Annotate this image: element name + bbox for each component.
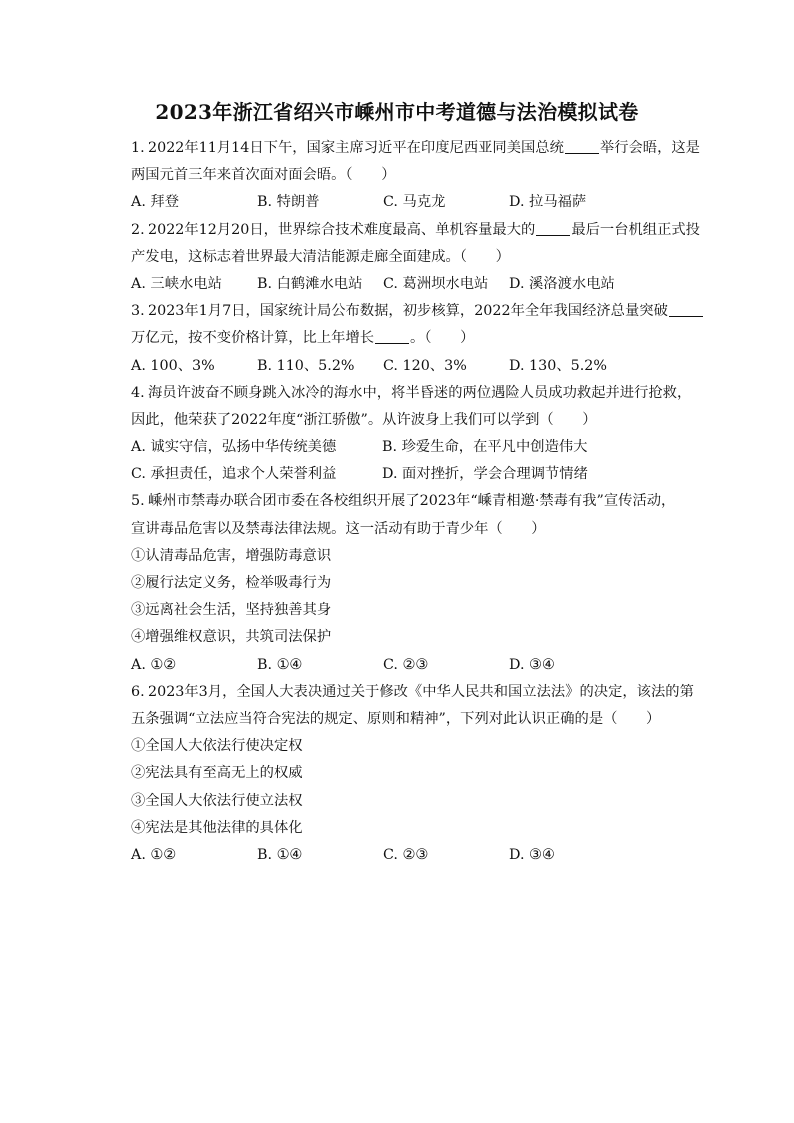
question-number: 3. <box>131 303 145 320</box>
stem-text: 五条强调“立法应当符合宪法的规定、原则和精神”，下列对此认识正确的是（ ） <box>131 710 661 727</box>
question-stem-line <box>131 679 694 706</box>
option-a[interactable]: A. 三峡水电站 <box>131 275 222 292</box>
option-b[interactable]: B. 珍爱生命，在平凡中创造伟大 <box>382 439 588 456</box>
option-row <box>131 271 691 298</box>
stem-text: 2023年1月7日，国家统计局公布数据，初步核算，2022年全年我国经济总量突破 <box>148 303 668 320</box>
stem-text: 举行会晤，这是 <box>599 140 700 156</box>
option-c[interactable]: C. 承担责任，追求个人荣誉利益 <box>131 466 337 483</box>
option-row <box>131 189 691 216</box>
option-a[interactable]: A. 诚实守信，弘扬中华传统美德 <box>131 439 337 456</box>
answer-blank <box>565 139 599 154</box>
answer-blank <box>669 302 703 317</box>
question-number: 1. <box>131 140 145 156</box>
question-number: 4. <box>131 384 145 401</box>
stem-text: 。（ ） <box>410 330 475 347</box>
question-stem-line <box>131 488 691 515</box>
stem-text: 最后一台机组正式投 <box>571 221 700 238</box>
statement-item: ①全国人大依法行使决定权 <box>131 738 303 755</box>
option-c[interactable]: C. 葛洲坝水电站 <box>383 275 489 292</box>
question-number: 2. <box>131 221 145 238</box>
answer-blank <box>375 329 409 344</box>
statement-item: ④宪法是其他法律的具体化 <box>131 819 303 836</box>
question-stem-line <box>131 217 700 244</box>
option-b[interactable]: B. 白鹤滩水电站 <box>257 275 363 292</box>
option-b[interactable]: B. 110、5.2% <box>257 357 355 374</box>
question-stem-line <box>131 298 691 325</box>
option-d[interactable]: D. 面对挫折，学会合理调节情绪 <box>382 466 588 483</box>
question-1 <box>131 135 700 217</box>
option-row <box>131 842 691 869</box>
stem-text: 两国元首三年来首次面对面会晤。（ ） <box>131 167 396 184</box>
statement-item: ①认清毒品危害，增强防毒意识 <box>131 547 332 564</box>
statement-item: ③远离社会生活，坚持独善其身 <box>131 602 332 619</box>
option-d[interactable]: D. ③④ <box>509 656 555 673</box>
answer-blank <box>536 221 570 236</box>
question-4 <box>131 380 691 489</box>
option-b[interactable]: B. 特朗普 <box>257 194 320 211</box>
option-c[interactable]: C. 120、3% <box>383 357 467 374</box>
stem-text: 宣讲毒品危害以及禁毒法律法规。这一活动有助于青少年（ ） <box>131 520 546 537</box>
question-stem-line <box>131 244 691 271</box>
statement-item: ④增强维权意识，共筑司法保护 <box>131 629 332 646</box>
question-5 <box>131 488 691 678</box>
option-a[interactable]: A. 100、3% <box>131 357 215 374</box>
question-number: 6. <box>131 683 145 700</box>
question-6 <box>131 679 694 869</box>
option-a[interactable]: A. ①② <box>131 846 177 863</box>
option-row <box>131 461 691 488</box>
statement-item: ②履行法定义务，检举吸毒行为 <box>131 575 332 591</box>
page-title: 2023年浙江省绍兴市嵊州市中考道德与法治模拟试卷 <box>155 100 639 124</box>
question-3 <box>131 298 691 380</box>
question-stem-line <box>131 407 691 434</box>
question-stem-line <box>131 135 700 162</box>
stem-text: 2022年12月20日，世界综合技术难度最高、单机容量最大的 <box>148 221 536 238</box>
option-row <box>131 652 691 679</box>
statement-item: ③全国人大依法行使立法权 <box>131 792 303 809</box>
question-list <box>131 135 700 869</box>
option-b[interactable]: B. ①④ <box>257 656 303 673</box>
option-a[interactable]: A. ①② <box>131 656 177 673</box>
stem-text: 万亿元，按不变价格计算，比上年增长 <box>131 330 375 347</box>
question-2 <box>131 217 700 299</box>
question-number: 5. <box>131 493 145 510</box>
option-row <box>131 353 691 380</box>
stem-text: 因此，他荣获了2022年度“浙江骄傲”。从许波身上我们可以学到（ ） <box>131 411 597 428</box>
question-stem-line <box>131 325 691 352</box>
question-stem-line <box>131 162 691 189</box>
stem-text: 嵊州市禁毒办联合团市委在各校组织开展了2023年“嵊青相邀·禁毒有我”宣传活动， <box>148 493 676 510</box>
stem-text: 产发电，这标志着世界最大清洁能源走廊全面建成。（ ） <box>131 248 510 265</box>
option-b[interactable]: B. ①④ <box>257 846 303 863</box>
stem-text: 2023年3月，全国人大表决通过关于修改《中华人民共和国立法法》的决定，该法的第 <box>148 683 694 700</box>
question-stem-line <box>131 706 691 733</box>
stem-text: 海员许波奋不顾身跳入冰冷的海水中，将半昏迷的两位遇险人员成功救起并进行抢救， <box>148 384 692 401</box>
option-a[interactable]: A. 拜登 <box>131 194 180 211</box>
option-c[interactable]: C. 马克龙 <box>383 194 446 211</box>
question-stem-line <box>131 380 691 407</box>
option-d[interactable]: D. ③④ <box>509 846 555 863</box>
stem-text: 2022年11月14日下午，国家主席习近平在印度尼西亚同美国总统 <box>148 140 564 156</box>
option-c[interactable]: C. ②③ <box>383 846 429 863</box>
option-d[interactable]: D. 溪洛渡水电站 <box>509 275 615 292</box>
option-row <box>131 434 691 461</box>
option-d[interactable]: D. 拉马福萨 <box>509 194 587 211</box>
option-d[interactable]: D. 130、5.2% <box>509 357 607 374</box>
question-stem-line <box>131 516 691 543</box>
statement-item: ②宪法具有至高无上的权威 <box>131 765 303 782</box>
option-c[interactable]: C. ②③ <box>383 656 429 673</box>
